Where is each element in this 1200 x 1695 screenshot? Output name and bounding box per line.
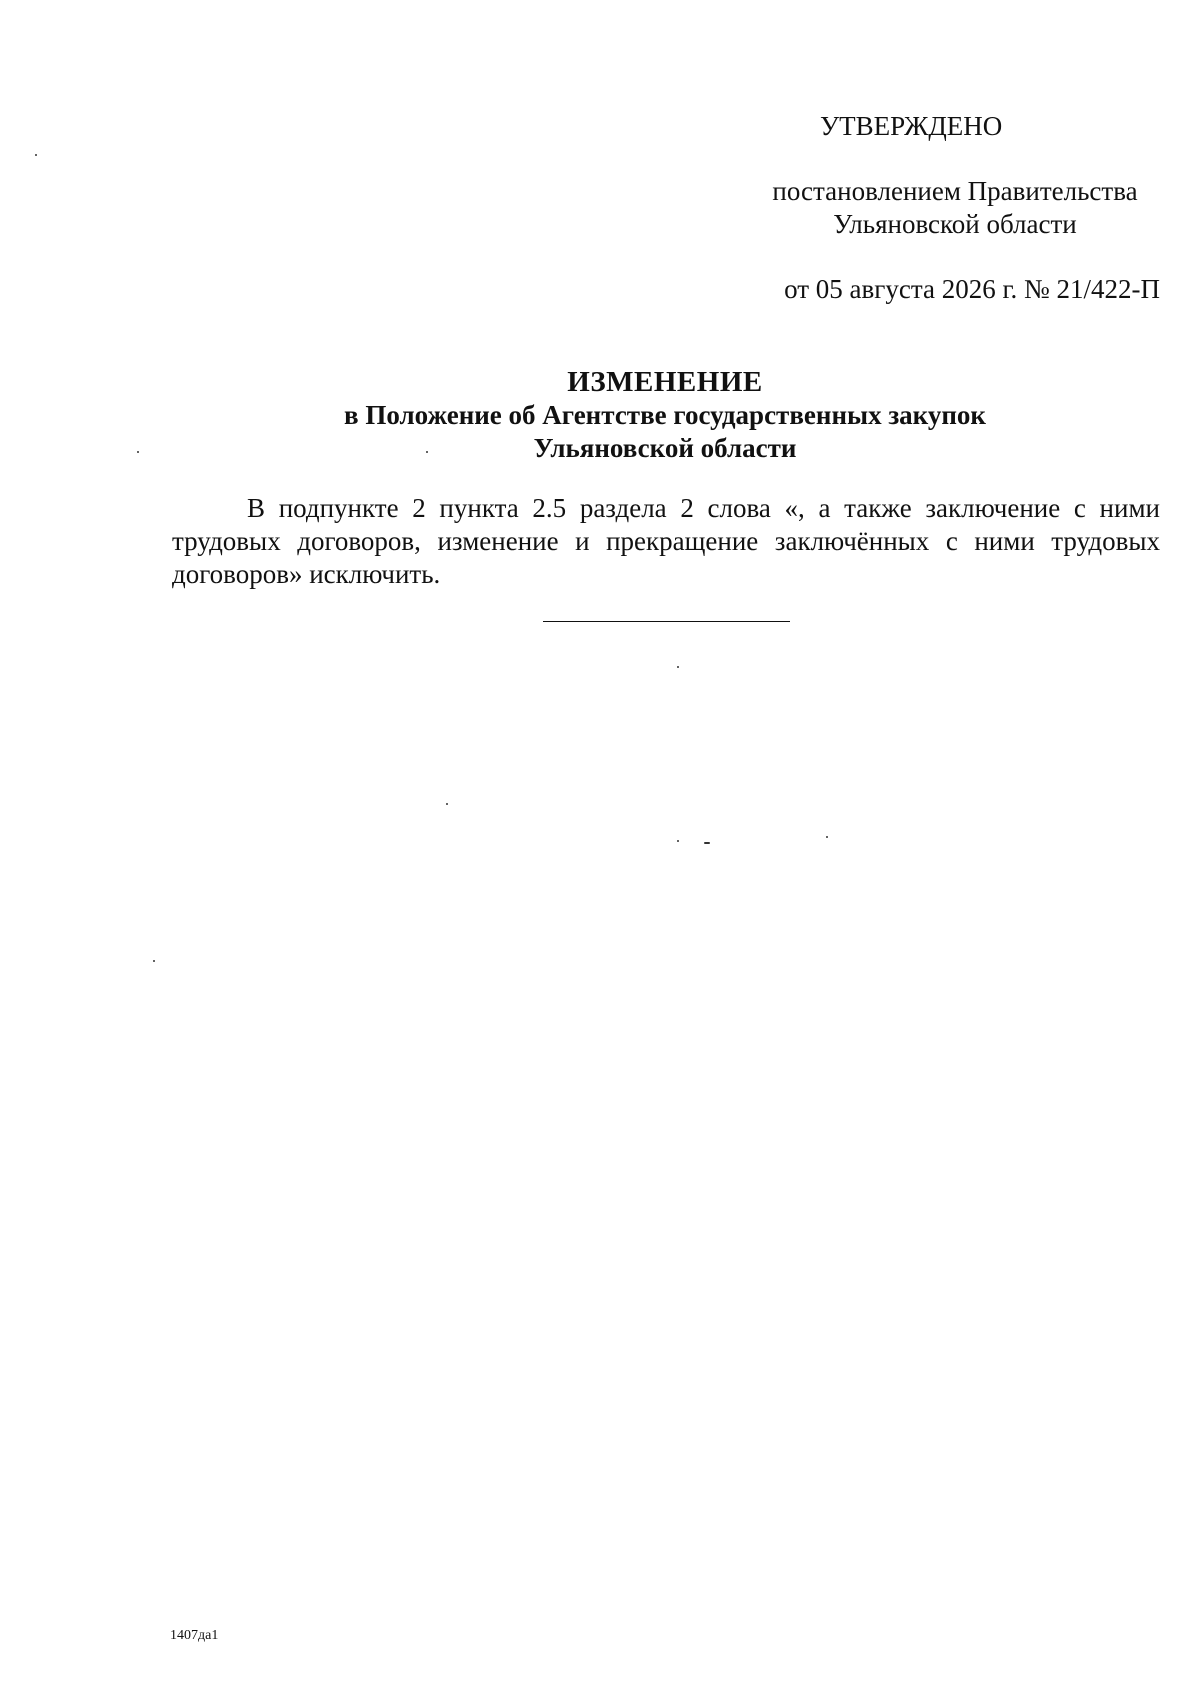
scan-speck: [153, 960, 155, 962]
approval-stamp-word: УТВЕРЖДЕНО: [820, 111, 1003, 141]
scan-speck: [704, 842, 710, 844]
document-subtitle-line: в Положение об Агентстве государственных закупок: [344, 400, 986, 430]
scan-speck: [677, 840, 679, 842]
footer-document-code: 1407да1: [170, 1628, 219, 1643]
document-title: ИЗМЕНЕНИЕ: [567, 366, 763, 398]
scan-speck: [446, 803, 448, 805]
closing-divider-line: [543, 621, 790, 622]
document-subtitle-line: Ульяновской области: [533, 433, 797, 463]
document-body-paragraph: В подпункте 2 пункта 2.5 раздела 2 слова «, а также заключение с ними трудовых договоров, изменение и прекращение заключённых с ними трудовых договоров» исключить.: [172, 493, 1160, 589]
approval-date-number: от 05 августа 2026 г. № 21/422-П: [784, 274, 1160, 304]
approval-authority: [750, 175, 1160, 241]
approval-line: постановлением Правительства: [772, 176, 1138, 206]
document-heading: [170, 366, 1160, 465]
approval-line: Ульяновской области: [833, 209, 1077, 239]
scan-speck: [677, 666, 679, 668]
scan-speck: [137, 451, 139, 453]
scan-speck: [826, 836, 828, 838]
scan-speck: [426, 451, 428, 453]
scan-speck: [35, 154, 37, 156]
